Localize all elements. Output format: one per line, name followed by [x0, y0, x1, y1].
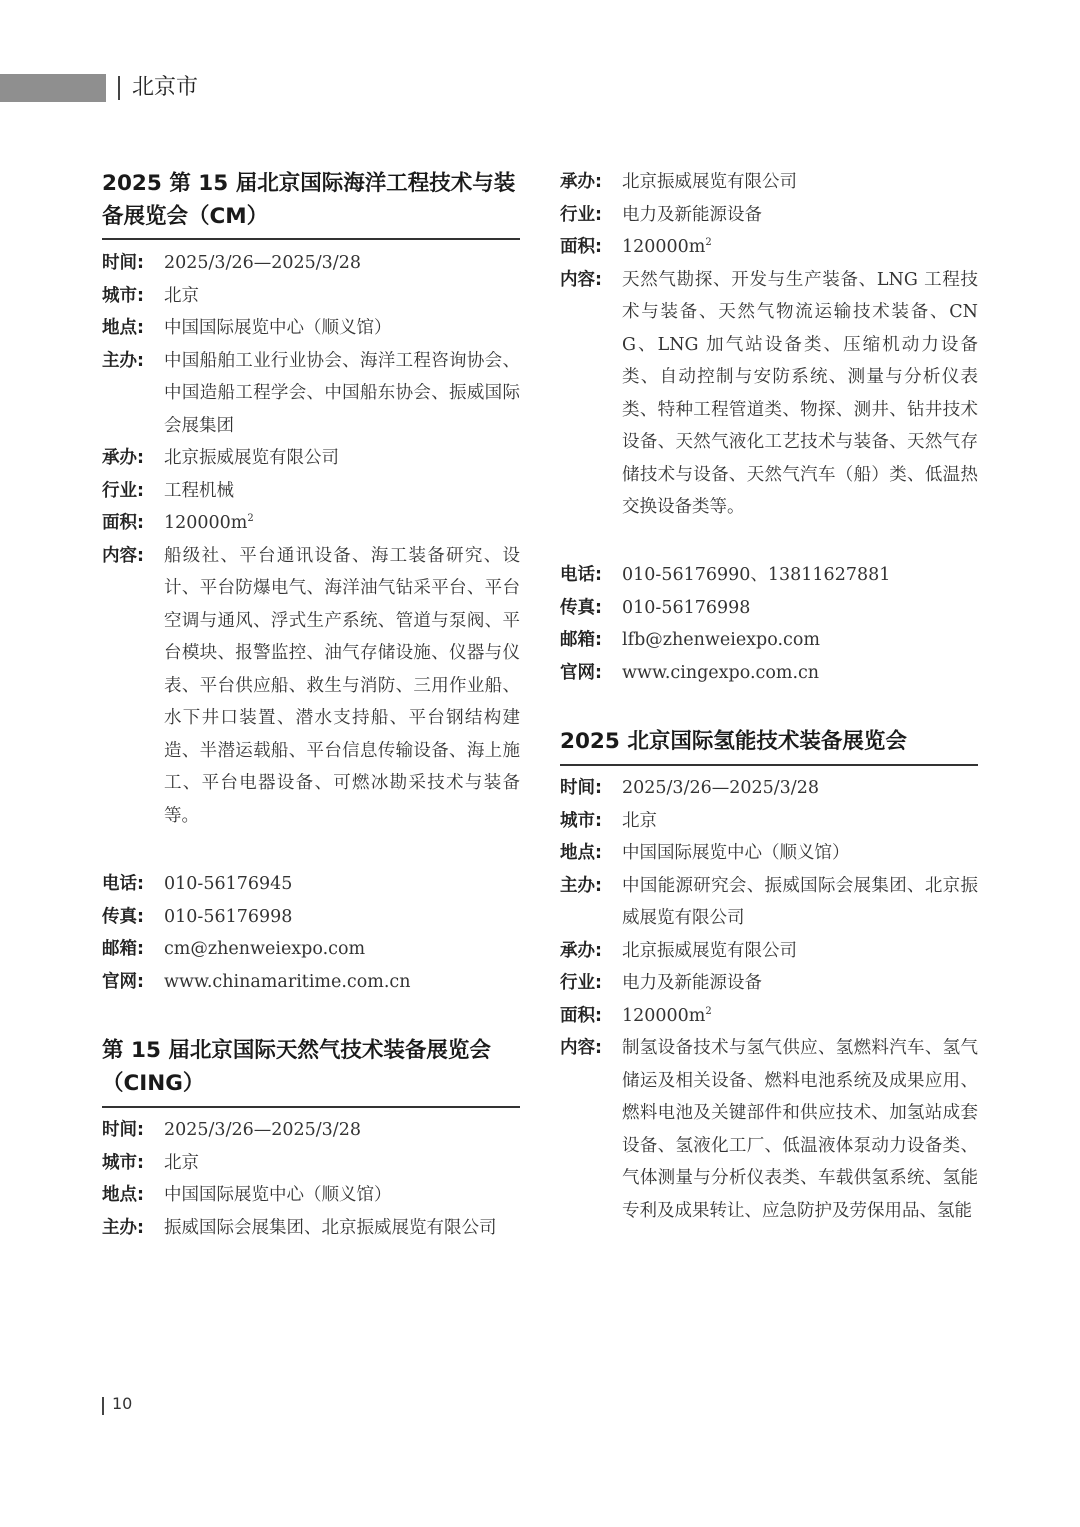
title-rule — [102, 238, 520, 240]
field-label: 邮箱: — [560, 630, 602, 650]
field-label: 官网: — [560, 662, 602, 683]
field-label: 地点: — [102, 1185, 144, 1205]
field-label: 传真: — [560, 597, 602, 618]
field-value: 天然气勘探、开发与生产装备、LNG 工程技术与装备、天然气物流运输技术装备、CNG、LNG 加气站设备类、压缩机动力设备类、自动控制与安防系统、测量与分析仪表类、特种工程管道类、物探、测井、钻井技术设备、天然气液化工艺技术与装备、天然气存储技术与设备、天然气汽车（船）类、低温热交换设备类等。 — [622, 269, 978, 517]
field-value: 工程机械 — [164, 480, 234, 501]
field-value: 电力及新能源设备 — [622, 973, 762, 993]
field-value: 振威国际会展集团、北京振威展览有限公司 — [164, 1217, 497, 1238]
field-label: 电话: — [102, 874, 144, 894]
field-value: 中国国际展览中心（顺义馆） — [164, 1185, 392, 1205]
field-label: 内容: — [560, 1038, 602, 1058]
area-superscript: 2 — [247, 513, 254, 525]
field-label: 官网: — [102, 971, 144, 992]
area-value: 120000m — [622, 1005, 706, 1026]
field-label: 内容: — [560, 269, 602, 290]
page-number — [102, 1394, 132, 1413]
field-label: 面积: — [560, 1005, 602, 1026]
exhibition-title-hydrogen — [560, 725, 978, 758]
field-value: 北京 — [164, 285, 199, 306]
field-value — [622, 231, 978, 264]
field-value: lfb@zhenweiexpo.com — [622, 630, 820, 650]
field-label: 内容: — [102, 545, 144, 566]
field-value: 电力及新能源设备 — [622, 204, 762, 225]
header-bar — [0, 74, 106, 102]
field-label: 传真: — [102, 906, 144, 927]
exhibition-title-cm — [102, 167, 520, 233]
field-label: 面积: — [560, 237, 602, 257]
field-label: 主办: — [102, 350, 144, 371]
field-value: 船级社、平台通讯设备、海工装备研究、设计、平台防爆电气、海洋油气钻采平台、平台空调与通风、浮式生产系统、管道与泵阀、平台模块、报警监控、油气存储设施、仪器与仪表、平台供应船、救生与消防、三用作业船、水下井口装置、潜水支持船、平台钢结构建造、半潜运载船、平台信息传输设备、海上施工、平台电器设备、可燃冰勘采技术与装备等。 — [164, 545, 520, 826]
area-value: 120000m — [164, 513, 248, 533]
field-label: 地点: — [102, 318, 144, 338]
exhibition-title-line: 第 15 届北京国际天然气技术装备展览会 — [102, 1038, 491, 1063]
field-label: 邮箱: — [102, 939, 144, 959]
field-value: 2025/3/26—2025/3/28 — [164, 253, 361, 273]
field-value: 北京振威展览有限公司 — [164, 448, 339, 468]
field-value: www.cingexpo.com.cn — [622, 662, 820, 683]
field-label: 承办: — [560, 172, 602, 192]
field-value: 北京 — [164, 1152, 199, 1173]
field-label: 时间: — [102, 1120, 144, 1140]
field-value — [164, 507, 520, 540]
field-value: 2025/3/26—2025/3/28 — [164, 1120, 361, 1140]
area-superscript: 2 — [705, 237, 712, 249]
field-value: 北京振威展览有限公司 — [622, 940, 797, 961]
field-label: 城市: — [102, 285, 144, 306]
field-value: 010-56176990、13811627881 — [622, 565, 891, 585]
field-value: 中国国际展览中心（顺义馆） — [164, 318, 392, 338]
field-label: 面积: — [102, 513, 144, 533]
field-value: 010-56176945 — [164, 874, 293, 894]
field-label: 行业: — [560, 973, 602, 993]
title-rule — [102, 1106, 520, 1108]
field-label: 电话: — [560, 565, 602, 585]
field-label: 承办: — [560, 940, 602, 961]
area-superscript: 2 — [705, 1005, 712, 1017]
field-label: 主办: — [560, 875, 602, 896]
field-label: 主办: — [102, 1217, 144, 1238]
field-label: 地点: — [560, 843, 602, 863]
area-value: 120000m — [622, 237, 706, 257]
field-value: cm@zhenweiexpo.com — [164, 939, 366, 959]
field-label: 时间: — [560, 778, 602, 798]
field-value: 北京振威展览有限公司 — [622, 172, 797, 192]
exhibition-title-cing — [102, 1034, 520, 1100]
field-value: www.chinamaritime.com.cn — [164, 971, 411, 992]
exhibition-title-line: 2025 第 15 届北京国际海洋工程技术与装 — [102, 171, 516, 196]
field-value: 制氢设备技术与氢气供应、氢燃料汽车、氢气储运及相关设备、燃料电池系统及成果应用、燃料电池及关键部件和供应技术、加氢站成套设备、氢液化工厂、低温液体泵动力设备类、气体测量与分析仪表类、车载供氢系统、氢能专利及成果转让、应急防护及劳保用品、氢能 — [622, 1038, 978, 1221]
field-value: 中国船舶工业行业协会、海洋工程咨询协会、中国造船工程学会、中国船东协会、振威国际会展集团 — [164, 350, 520, 436]
header-divider — [118, 76, 120, 100]
field-value — [622, 1000, 978, 1033]
exhibition-title-line: （CING） — [102, 1071, 205, 1096]
field-value: 中国能源研究会、振威国际会展集团、北京振威展览有限公司 — [622, 875, 978, 928]
field-label: 行业: — [102, 480, 144, 501]
field-label: 城市: — [560, 810, 602, 831]
field-value: 北京 — [622, 810, 657, 831]
field-label: 承办: — [102, 448, 144, 468]
field-value: 中国国际展览中心（顺义馆） — [622, 843, 850, 863]
page-number-text: 10 — [112, 1394, 133, 1413]
field-label: 时间: — [102, 253, 144, 273]
field-value: 2025/3/26—2025/3/28 — [622, 778, 819, 798]
exhibition-title-line: 备展览会（CM） — [102, 204, 269, 229]
field-label: 城市: — [102, 1152, 144, 1173]
field-label: 行业: — [560, 204, 602, 225]
field-value: 010-56176998 — [164, 906, 293, 927]
exhibition-title-line: 2025 北京国际氢能技术装备展览会 — [560, 729, 907, 754]
field-value: 010-56176998 — [622, 597, 751, 618]
title-rule — [560, 764, 978, 766]
page-section-title: 北京市 — [132, 75, 199, 100]
